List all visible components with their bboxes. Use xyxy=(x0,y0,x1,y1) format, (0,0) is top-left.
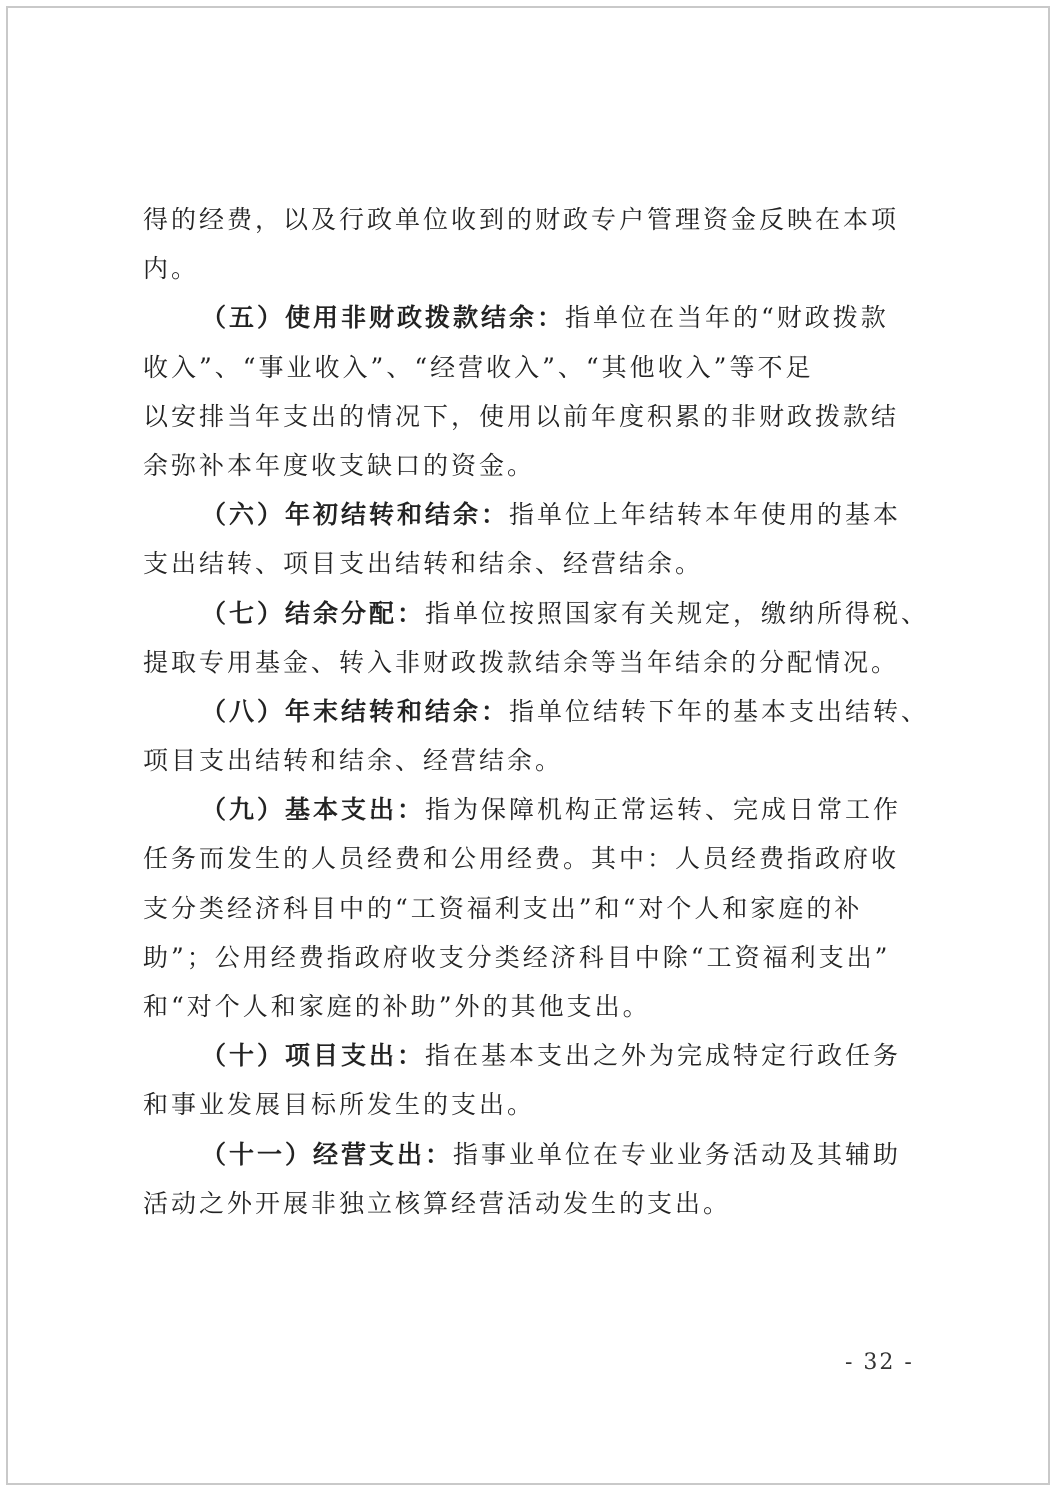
text-line xyxy=(143,638,923,687)
line-text: 指单位按照国家有关规定，缴纳所得税、 xyxy=(425,598,930,628)
text-line xyxy=(143,343,923,392)
text-line xyxy=(143,1080,923,1129)
line-text: 指在基本支出之外为完成特定行政任务 xyxy=(425,1041,902,1071)
line-text: 指为保障机构正常运转、完成日常工作 xyxy=(425,795,902,825)
section-heading: （五）使用非财政拨款结余： xyxy=(201,303,566,333)
text-line xyxy=(143,884,923,933)
text-line xyxy=(143,195,923,244)
section-heading: （六）年初结转和结余： xyxy=(201,500,510,530)
section-heading-line xyxy=(143,1031,923,1080)
text-line xyxy=(143,441,923,490)
line-text: 指单位上年结转本年使用的基本 xyxy=(509,500,902,530)
line-text: 提取专用基金、转入非财政拨款结余等当年结余的分配情况。 xyxy=(143,647,900,677)
section-heading-line xyxy=(143,687,930,736)
section-heading-line xyxy=(143,589,930,638)
line-text: 指单位在当年的“财政拨款 xyxy=(565,303,889,333)
section-heading-line xyxy=(143,293,923,342)
text-line xyxy=(143,982,923,1031)
section-heading: （八）年末结转和结余： xyxy=(201,696,510,726)
section-heading-line xyxy=(143,490,923,539)
section-heading-line xyxy=(143,1130,923,1179)
line-text: 支分类经济科目中的“工资福利支出”和“对个人和家庭的补 xyxy=(143,893,863,923)
text-line xyxy=(143,736,923,785)
line-text: 以安排当年支出的情况下，使用以前年度积累的非财政拨款结 xyxy=(143,401,900,431)
section-heading: （七）结余分配： xyxy=(201,598,426,628)
line-text: 支出结转、项目支出结转和结余、经营结余。 xyxy=(143,549,704,579)
line-text: 任务而发生的人员经费和公用经费。其中：人员经费指政府收 xyxy=(143,844,900,874)
line-text: 余弥补本年度收支缺口的资金。 xyxy=(143,450,536,480)
line-text: 助”；公用经费指政府收支分类经济科目中除“工资福利支出” xyxy=(143,942,891,972)
page-number: - 32 - xyxy=(845,1350,914,1375)
text-line xyxy=(143,933,923,982)
line-text: 指单位结转下年的基本支出结转、 xyxy=(509,696,930,726)
line-text: 得的经费，以及行政单位收到的财政专户管理资金反映在本项 xyxy=(143,205,900,234)
line-text: 活动之外开展非独立核算经营活动发生的支出。 xyxy=(143,1188,732,1218)
line-text: 和“对个人和家庭的补助”外的其他支出。 xyxy=(143,992,651,1021)
line-text: 和事业发展目标所发生的支出。 xyxy=(143,1090,536,1120)
section-heading: （十）项目支出： xyxy=(201,1041,426,1071)
text-line xyxy=(143,834,923,883)
text-line xyxy=(143,244,923,293)
section-heading-line xyxy=(143,785,923,834)
section-heading: （十一）经营支出： xyxy=(201,1139,454,1169)
line-text: 指事业单位在专业业务活动及其辅助 xyxy=(453,1139,902,1169)
section-heading: （九）基本支出： xyxy=(201,795,426,825)
text-line xyxy=(143,539,923,588)
text-line xyxy=(143,1179,923,1228)
document-body xyxy=(143,195,930,1228)
line-text: 内。 xyxy=(143,254,200,284)
text-line xyxy=(143,392,923,441)
line-text: 项目支出结转和结余、经营结余。 xyxy=(143,746,564,776)
line-text: 收入”、“事业收入”、“经营收入”、“其他收入”等不足 xyxy=(143,352,814,382)
